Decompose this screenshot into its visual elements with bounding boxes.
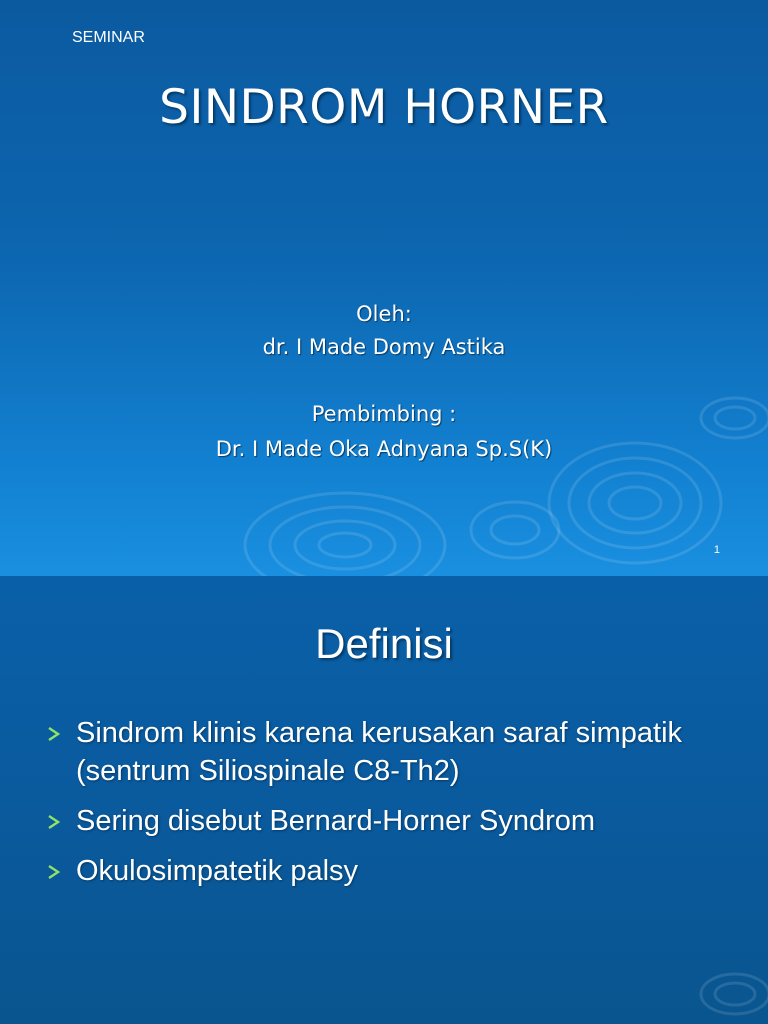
definition-list: [46, 714, 736, 902]
slide-definisi: [0, 576, 768, 1024]
list-item: [46, 802, 736, 840]
seminar-label: SEMINAR: [72, 29, 145, 46]
bullet-text: Okulosimpatetik palsy: [76, 855, 359, 887]
bullet-text: Sering disebut Bernard-Horner Syndrom: [76, 805, 596, 837]
bullet-text: Sindrom klinis karena kerusakan saraf simpatik (sentrum Siliospinale C8-Th2): [76, 717, 683, 787]
page-number: 1: [713, 544, 720, 556]
arrow-bullet-icon: [46, 814, 62, 830]
arrow-bullet-icon: [46, 726, 62, 742]
arrow-bullet-icon: [46, 864, 62, 880]
list-item: [46, 852, 736, 890]
author-name: dr. I Made Domy Astika: [262, 335, 506, 359]
slide-heading: Definisi: [315, 620, 453, 667]
supervisor-name: Dr. I Made Oka Adnyana Sp.S(K): [215, 437, 553, 461]
supervisor-label: Pembimbing :: [311, 402, 457, 426]
author-label: Oleh:: [356, 302, 412, 326]
slide-title-text: SINDROM HORNER: [159, 80, 609, 135]
list-item: [46, 714, 736, 790]
